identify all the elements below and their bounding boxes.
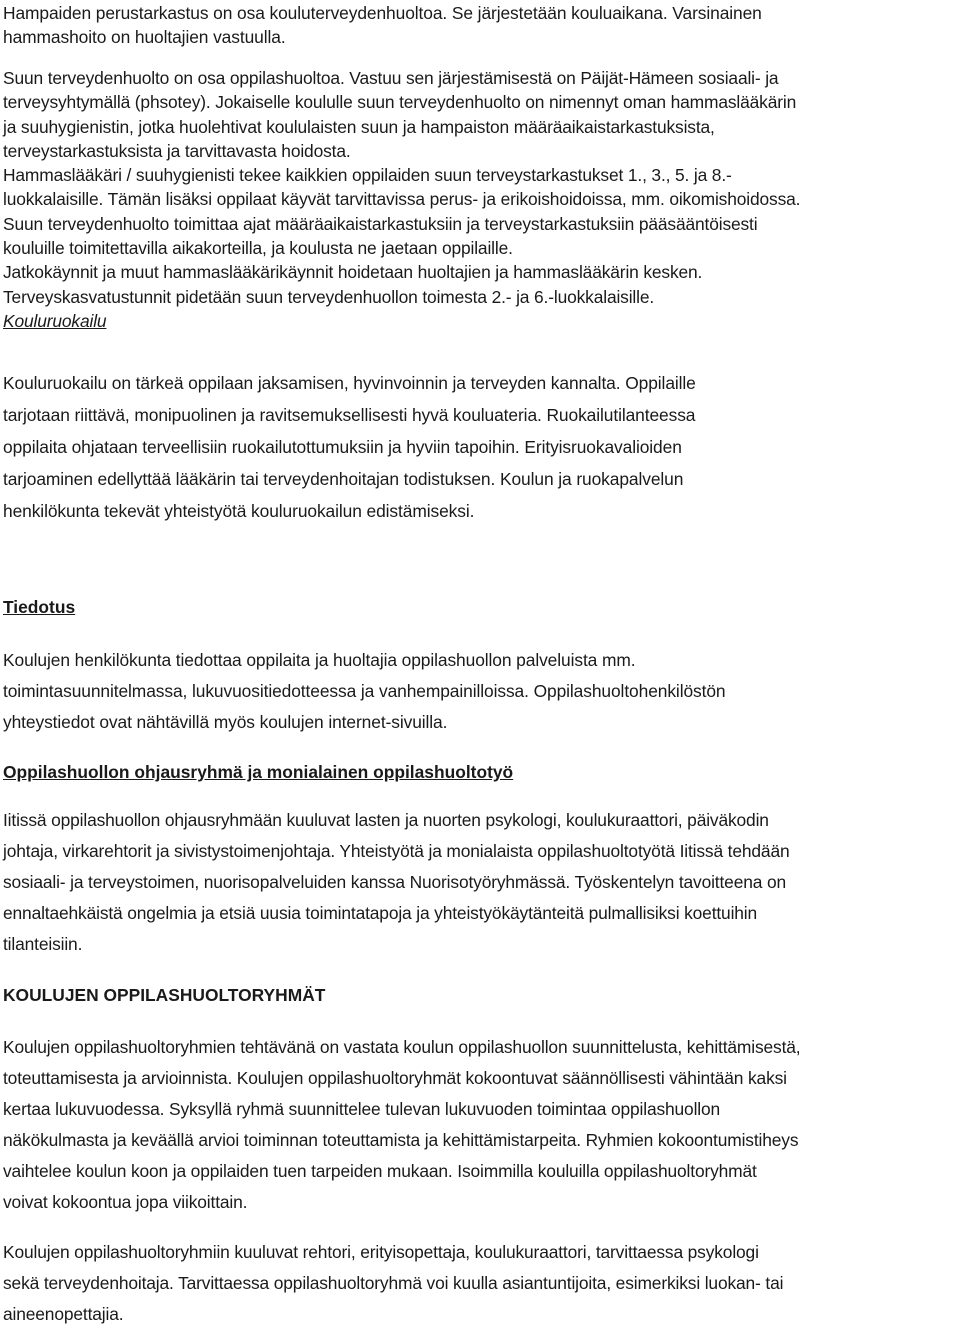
text-line: tarjoaminen edellyttää lääkärin tai terveydenhoitajan todistuksen. Koulun ja ruokapalvelun xyxy=(3,469,684,489)
text-line: Koulujen oppilashuoltoryhmiin kuuluvat rehtori, erityisopettaja, koulukuraattori, tarvittaessa psykologi xyxy=(3,1242,759,1262)
paragraph-members xyxy=(3,1237,783,1330)
text-line: vaihtelee koulun koon ja oppilaiden tuen tarpeiden mukaan. Isoimmilla kouluilla oppilashuoltoryhmät xyxy=(3,1161,757,1181)
text-line: toteuttamisesta ja arvioinnista. Koulujen oppilashuoltoryhmät kokoontuvat säännöllisesti vähintään kaksi xyxy=(3,1068,787,1088)
ohjausryhma-heading: Oppilashuollon ohjausryhmä ja monialainen oppilashuoltotyö xyxy=(3,762,514,782)
paragraph-dental-checkup xyxy=(3,1,762,50)
text-line: oppilaita ohjataan terveellisiin ruokailutottumuksiin ja hyviin tapoihin. Erityisruokavalioiden xyxy=(3,437,682,457)
text-line: hammashoito on huoltajien vastuulla. xyxy=(3,27,286,48)
text-line: aineenopettajia. xyxy=(3,1304,124,1324)
text-line: Iitissä oppilashuollon ohjausryhmään kuuluvat lasten ja nuorten psykologi, koulukuraattori, päiväkodin xyxy=(3,810,769,830)
tiedotus-heading: Tiedotus xyxy=(3,597,76,617)
text-line: Koulujen oppilashuoltoryhmien tehtävänä on vastata koulun oppilashuollon suunnittelusta, kehittämisestä, xyxy=(3,1037,801,1057)
text-line: Kouluruokailu on tärkeä oppilaan jaksamisen, hyvinvoinnin ja terveyden kannalta. Oppilaille xyxy=(3,373,696,393)
text-line: yhteystiedot ovat nähtävillä myös koulujen internet-sivuilla. xyxy=(3,712,448,732)
text-line: sekä terveydenhoitaja. Tarvittaessa oppilashuoltoryhmä voi kuulla asiantuntijoita, esimerkiksi luokan- tai xyxy=(3,1273,784,1293)
text-line: johtaja, virkarehtorit ja sivistystoimenjohtaja. Yhteistyötä ja monialaista oppilashuoltotyötä Iitissä tehdään xyxy=(3,841,790,861)
text-line: Terveyskasvatustunnit pidetään suun terveydenhuollon toimesta 2.- ja 6.-luokkalaisille. xyxy=(3,286,655,307)
text-line: henkilökunta tekevät yhteistyötä kouluruokailun edistämiseksi. xyxy=(3,501,475,521)
text-line: terveystarkastuksista ja tarvittavasta hoidosta. xyxy=(3,140,351,161)
text-line: terveysyhtymällä (phsotey). Jokaiselle koululle suun terveydenhuolto on nimennyt oman hammaslääkärin xyxy=(3,92,797,113)
text-line: Suun terveydenhuolto toimittaa ajat määräaikaistarkastuksiin ja terveystarkastuksiin pääsääntöisesti xyxy=(3,213,758,234)
paragraph-tiedotus xyxy=(3,645,726,738)
text-line: Jatkokäynnit ja muut hammaslääkärikäynnit hoidetaan huoltajien ja hammaslääkärin kesken. xyxy=(3,262,703,283)
text-line: Koulujen henkilökunta tiedottaa oppilaita ja huoltajia oppilashuollon palveluista mm. xyxy=(3,650,636,670)
paragraph-school-meals xyxy=(3,367,696,527)
text-line: tarjotaan riittävä, monipuolinen ja ravitsemuksellisesti hyvä kouluateria. Ruokailutilanteessa xyxy=(3,405,696,425)
paragraph-oral-health xyxy=(3,66,800,333)
paragraph-koulujen xyxy=(3,1032,800,1218)
paragraph-ohjausryhma xyxy=(3,805,790,960)
text-line: ennaltaehkäistä ongelmia ja etsiä uusia toimintatapoja ja yhteistyökäytänteitä pulmallisiksi koettuihin xyxy=(3,903,758,923)
text-line: Hampaiden perustarkastus on osa kouluterveydenhuoltoa. Se järjestetään kouluaikana. Varsinainen xyxy=(3,3,762,23)
text-line: voivat kokoontua jopa viikoittain. xyxy=(3,1192,248,1212)
koulujen-heading: KOULUJEN OPPILASHUOLTORYHMÄT xyxy=(3,985,326,1005)
text-line: toimintasuunnitelmassa, lukuvuositiedotteessa ja vanhempainilloissa. Oppilashuoltohenkilöstön xyxy=(3,681,726,701)
text-line: kouluille toimitettavilla aikakorteilla, ja koulusta ne jaetaan oppilaille. xyxy=(3,238,513,259)
kouluruokailu-heading: Kouluruokailu xyxy=(3,310,107,331)
text-line: kertaa lukuvuodessa. Syksyllä ryhmä suunnittelee tulevan lukuvuoden toimintaa oppilashuollon xyxy=(3,1099,721,1119)
text-line: tilanteisiin. xyxy=(3,934,83,954)
text-line: luokkalaisille. Tämän lisäksi oppilaat käyvät tarvittavissa perus- ja erikoishoidoissa, mm. oikomishoidossa. xyxy=(3,189,801,210)
text-line: Suun terveydenhuolto on osa oppilashuoltoa. Vastuu sen järjestämisestä on Päijät-Hämeen sosiaali- ja xyxy=(3,68,779,88)
text-line: näkökulmasta ja keväällä arvioi toiminnan toteuttamista ja kehittämistarpeita. Ryhmien kokoontumistiheys xyxy=(3,1130,799,1150)
text-line: sosiaali- ja terveystoimen, nuorisopalveluiden kanssa Nuorisotyöryhmässä. Työskentelyn tavoitteena on xyxy=(3,872,786,892)
text-line: Hammaslääkäri / suuhygienisti tekee kaikkien oppilaiden suun terveystarkastukset 1., 3., 5. ja 8.- xyxy=(3,165,732,186)
text-line: ja suuhygienistin, jotka huolehtivat koululaisten suun ja hampaiston määräaikaistarkastuksista, xyxy=(3,116,715,137)
